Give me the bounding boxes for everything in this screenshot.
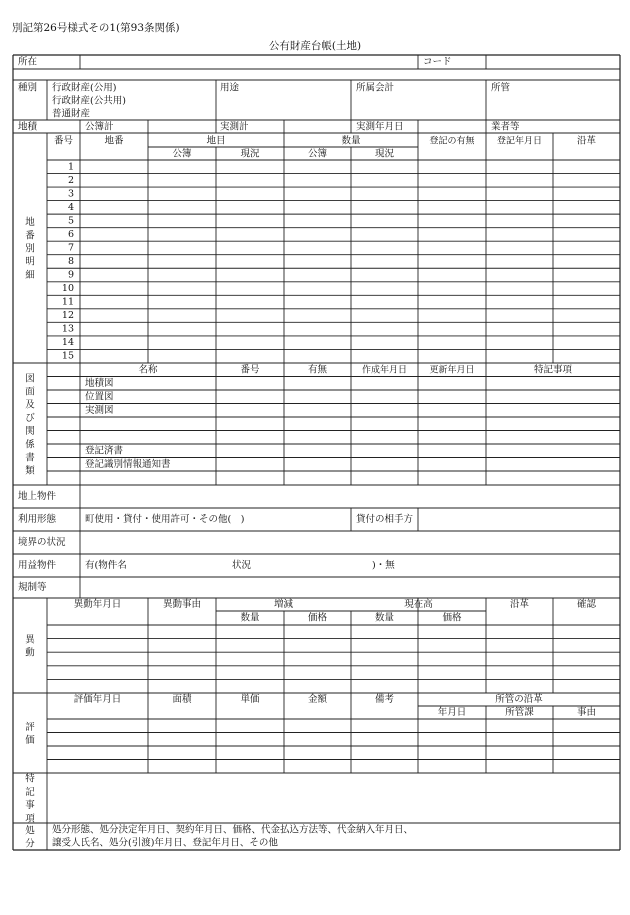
- row-number: 7: [67, 242, 74, 254]
- row-number: 4: [67, 201, 74, 213]
- parcel-section-label: 地番別明細: [25, 217, 35, 281]
- use-label: 用途: [220, 82, 240, 94]
- buildings-label: 地上物件: [18, 491, 57, 502]
- col-change-date: 異動年月日: [73, 599, 122, 610]
- col-quantity: 数量: [341, 135, 361, 147]
- form-title: 公有財産台帳(土地): [268, 40, 362, 52]
- sub-val-date: 年月日: [437, 707, 467, 718]
- type-option-admin-public: 行政財産(公用): [52, 82, 117, 94]
- beneficial-label: 用益物件: [18, 560, 57, 571]
- beneficial-text: 有(物件名: [85, 560, 127, 571]
- code-label: コード: [423, 56, 452, 68]
- col-doc-created: 作成年月日: [361, 365, 408, 376]
- row-number: 8: [67, 255, 74, 267]
- none-text: )・無: [372, 560, 395, 571]
- col-change-delta: 増減: [273, 599, 294, 610]
- col-change-history: 沿革: [509, 599, 530, 610]
- changes-section-label: 異動: [25, 634, 35, 659]
- docs-section-label: 図面及び関係書類: [25, 373, 35, 477]
- col-val-date: 評価年月日: [73, 694, 122, 705]
- row-number: 5: [67, 215, 74, 227]
- usage-label: 利用形態: [18, 514, 57, 525]
- row-number: 3: [67, 188, 74, 200]
- status-label: 状況: [232, 560, 252, 571]
- col-val-remarks: 備考: [374, 694, 395, 705]
- col-number: 番号: [53, 135, 74, 147]
- vendor-label: 業者等: [491, 121, 520, 133]
- account-label: 所属会計: [356, 82, 395, 94]
- disposal-line-1: 処分形態、処分決定年月日、契約年月日、価格、代金払込方法等、代金納入年月日、: [52, 824, 414, 836]
- disposal-section-label: 処分: [25, 825, 35, 850]
- row-number: 1: [67, 161, 74, 173]
- row-number: 12: [61, 310, 74, 322]
- col-category: 地目: [206, 135, 226, 147]
- sub-actual: 現況: [240, 148, 260, 160]
- doc-item: 登記済書: [85, 445, 124, 457]
- sub-delta-qty: 数量: [240, 612, 260, 624]
- survey-total-label: 実測計: [220, 121, 249, 133]
- sub-actual: 現況: [374, 148, 395, 160]
- area-label: 地積: [18, 121, 38, 133]
- row-number: 11: [61, 296, 74, 308]
- sub-current-price: 価格: [442, 612, 462, 624]
- col-change-current: 現在高: [404, 599, 433, 610]
- type-label: 種別: [18, 82, 38, 94]
- col-doc-updated: 更新年月日: [429, 365, 475, 376]
- type-option-general: 普通財産: [52, 108, 91, 120]
- usage-text: 町使用・貸付・使用許可・その他( ): [85, 514, 245, 525]
- location-label: 所在: [18, 56, 38, 68]
- sub-current-qty: 数量: [374, 612, 395, 624]
- col-val-amount: 金額: [307, 694, 328, 705]
- col-doc-presence: 有無: [307, 364, 328, 376]
- jurisdiction-label: 所管: [491, 82, 511, 94]
- boundary-label: 境界の状況: [18, 537, 66, 548]
- regulation-label: 規制等: [18, 582, 47, 593]
- row-number: 10: [61, 283, 74, 295]
- sub-val-reason: 事由: [576, 707, 597, 718]
- row-number: 6: [67, 228, 74, 240]
- row-number: 14: [61, 337, 74, 349]
- sub-val-dept: 所管課: [505, 707, 534, 718]
- col-val-area: 面積: [172, 694, 192, 705]
- col-history: 沿革: [576, 135, 597, 147]
- col-doc-number: 番号: [240, 364, 260, 376]
- col-change-reason: 異動事由: [162, 599, 202, 610]
- official-total-label: 公簿計: [85, 121, 114, 133]
- disposal-line-2: 譲受人氏名、処分(引渡)年月日、登記年月日、その他: [52, 837, 278, 849]
- form-labels: [18, 56, 596, 850]
- doc-item: 地積図: [85, 377, 114, 389]
- doc-item: 実測図: [85, 404, 114, 416]
- sub-official: 公簿: [172, 148, 192, 160]
- row-number: 9: [67, 269, 74, 281]
- col-val-unit: 単価: [240, 694, 260, 705]
- doc-item: 登記識別情報通知書: [85, 458, 171, 470]
- row-number: 13: [61, 323, 74, 335]
- col-lot: 地番: [104, 135, 124, 147]
- row-number: 15: [61, 350, 74, 362]
- col-doc-name: 名称: [138, 364, 158, 376]
- lessee-label: 貸付の相手方: [356, 514, 414, 525]
- col-registered: 登記の有無: [429, 136, 475, 147]
- col-doc-notes: 特記事項: [533, 364, 573, 376]
- row-number: 2: [67, 174, 74, 186]
- sub-delta-price: 価格: [307, 612, 328, 624]
- survey-date-label: 実測年月日: [356, 121, 404, 133]
- type-option-admin-shared: 行政財産(公共用): [52, 95, 126, 107]
- sub-official: 公簿: [307, 148, 328, 160]
- valuation-section-label: 評価: [25, 721, 35, 747]
- special-section-label: 特記事項: [25, 773, 35, 825]
- col-reg-date: 登記年月日: [496, 136, 543, 147]
- col-val-history: 所管の沿革: [495, 694, 543, 705]
- col-change-confirm: 確認: [576, 599, 597, 610]
- doc-item: 位置図: [85, 391, 114, 403]
- form-caption: 別記第26号様式その1(第93条関係): [12, 22, 180, 34]
